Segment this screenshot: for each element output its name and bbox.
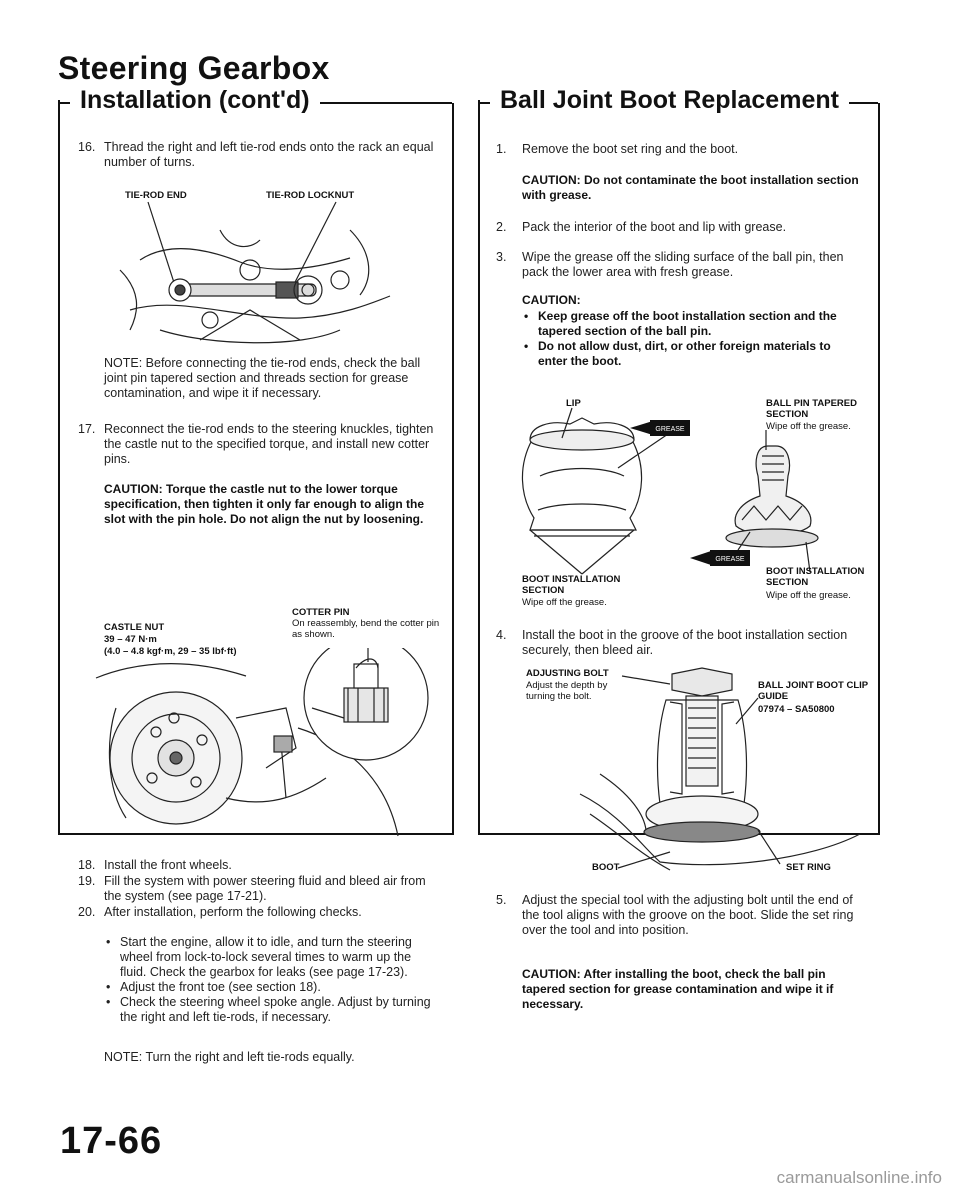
step-3-text: Wipe the grease off the sliding surface of the ball pin, then pack the lower area with fresh grease. xyxy=(522,250,844,279)
caution-item: • Keep grease off the boot installation section and the tapered section of the ball pin. xyxy=(522,309,860,339)
set-ring-label: SET RING xyxy=(786,862,831,873)
right-section-title: Ball Joint Boot Replacement xyxy=(490,86,849,120)
caution-item: • Do not allow dust, dirt, or other foreign materials to enter the boot. xyxy=(522,339,860,369)
clip-guide-label: BALL JOINT BOOT CLIP GUIDE xyxy=(758,680,868,702)
step-4-text: Install the boot in the groove of the boot installation section securely, then bleed air. xyxy=(522,628,848,657)
step-2-text: Pack the interior of the boot and lip with grease. xyxy=(522,220,787,234)
check-item: • Start the engine, allow it to idle, and turn the steering wheel from lock-to-lock several times to warm up the fluid. Check the gearbox for leaks (see page 17-23). xyxy=(104,935,438,980)
step-3-number: 3. xyxy=(496,250,507,264)
step-17-number: 17. xyxy=(78,422,96,436)
page-number: 17-66 xyxy=(60,1120,163,1162)
caution-3-list xyxy=(522,309,860,369)
step-16-number: 16. xyxy=(78,140,96,154)
clip-guide-figure xyxy=(560,664,860,872)
watermark: carmanualsonline.info xyxy=(776,1168,942,1187)
step-1-number: 1. xyxy=(496,142,507,156)
clip-guide-part-number: 07974 – SA50800 xyxy=(758,704,835,715)
grease-tag-text-top: GREASE xyxy=(655,426,685,433)
page-title: Steering Gearbox xyxy=(58,50,330,86)
torque-kgf-label: (4.0 – 4.8 kgf·m, 29 – 35 lbf·ft) xyxy=(104,646,237,657)
check-item: • Adjust the front toe (see section 18). xyxy=(104,980,438,995)
step-18-number: 18. xyxy=(78,858,96,872)
caution-no-contaminate: CAUTION: Do not contaminate the boot installation section with grease. xyxy=(522,173,859,202)
castle-nut-label: CASTLE NUT xyxy=(104,622,165,633)
post-install-checks xyxy=(104,935,438,1025)
castle-nut-figure xyxy=(86,648,432,846)
step-5-text: Adjust the special tool with the adjusting bolt until the end of the tool aligns with the groove on the boot. Slide the set ring over the tool and into position. xyxy=(522,893,854,937)
caution-torque: CAUTION: Torque the castle nut to the lower torque specification, then tighten it only far enough to align the slot with the pin hole. Do not align the nut by loosening. xyxy=(104,482,425,526)
boot-installation-right-note: Wipe off the grease. xyxy=(766,590,851,601)
note-before-connecting: NOTE: Before connecting the tie-rod ends, check the ball joint pin tapered section and threads section for grease contamination, and wipe it if necessary. xyxy=(104,356,421,400)
boot-installation-right-label: BOOT INSTALLATION SECTION xyxy=(766,566,865,588)
check-item: • Check the steering wheel spoke angle. Adjust by turning the right and left tie-rods, if necessary. xyxy=(104,995,438,1025)
lip-label: LIP xyxy=(566,398,581,409)
step-19-number: 19. xyxy=(78,874,96,888)
step-20-text: After installation, perform the following checks. xyxy=(104,905,362,919)
step-17-text: Reconnect the tie-rod ends to the steering knuckles, tighten the castle nut to the specified torque, and install new cotter pins. xyxy=(104,422,434,466)
tie-rod-figure xyxy=(100,200,400,350)
left-section-title: Installation (cont'd) xyxy=(70,86,320,120)
caution-3-heading: CAUTION: xyxy=(522,293,581,307)
boot-installation-left-label: BOOT INSTALLATION SECTION xyxy=(522,574,621,596)
step-4-number: 4. xyxy=(496,628,507,642)
step-18-text: Install the front wheels. xyxy=(104,858,232,872)
step-5-number: 5. xyxy=(496,893,507,907)
ball-pin-tapered-label: BALL PIN TAPERED SECTION xyxy=(766,398,857,420)
step-16-text: Thread the right and left tie-rod ends onto the rack an equal number of turns. xyxy=(104,140,434,169)
tie-rod-end-label: TIE-ROD END xyxy=(125,190,187,201)
boot-grease-figure xyxy=(510,406,870,582)
cotter-pin-label: COTTER PIN xyxy=(292,607,350,618)
boot-label: BOOT xyxy=(592,862,620,873)
step-2-number: 2. xyxy=(496,220,507,234)
torque-nm-label: 39 – 47 N·m xyxy=(104,634,157,645)
boot-installation-left-note: Wipe off the grease. xyxy=(522,597,607,608)
adjusting-bolt-label: ADJUSTING BOLT xyxy=(526,668,609,679)
caution-after-install: CAUTION: After installing the boot, check the ball pin tapered section for grease contamination and wipe it if necessary. xyxy=(522,967,834,1011)
step-19-text: Fill the system with power steering fluid and bleed air from the system (see page 17-21). xyxy=(104,874,426,903)
tie-rod-locknut-label: TIE-ROD LOCKNUT xyxy=(266,190,355,201)
step-1-text: Remove the boot set ring and the boot. xyxy=(522,142,739,156)
ball-pin-wipe-note: Wipe off the grease. xyxy=(766,421,851,432)
cotter-pin-note: On reassembly, bend the cotter pin as shown. xyxy=(292,618,440,640)
grease-tag-text-bottom: GREASE xyxy=(715,556,745,563)
adjusting-bolt-note: Adjust the depth by turning the bolt. xyxy=(526,680,608,702)
note-tie-rods: NOTE: Turn the right and left tie-rods equally. xyxy=(104,1050,355,1064)
step-20-number: 20. xyxy=(78,905,96,919)
